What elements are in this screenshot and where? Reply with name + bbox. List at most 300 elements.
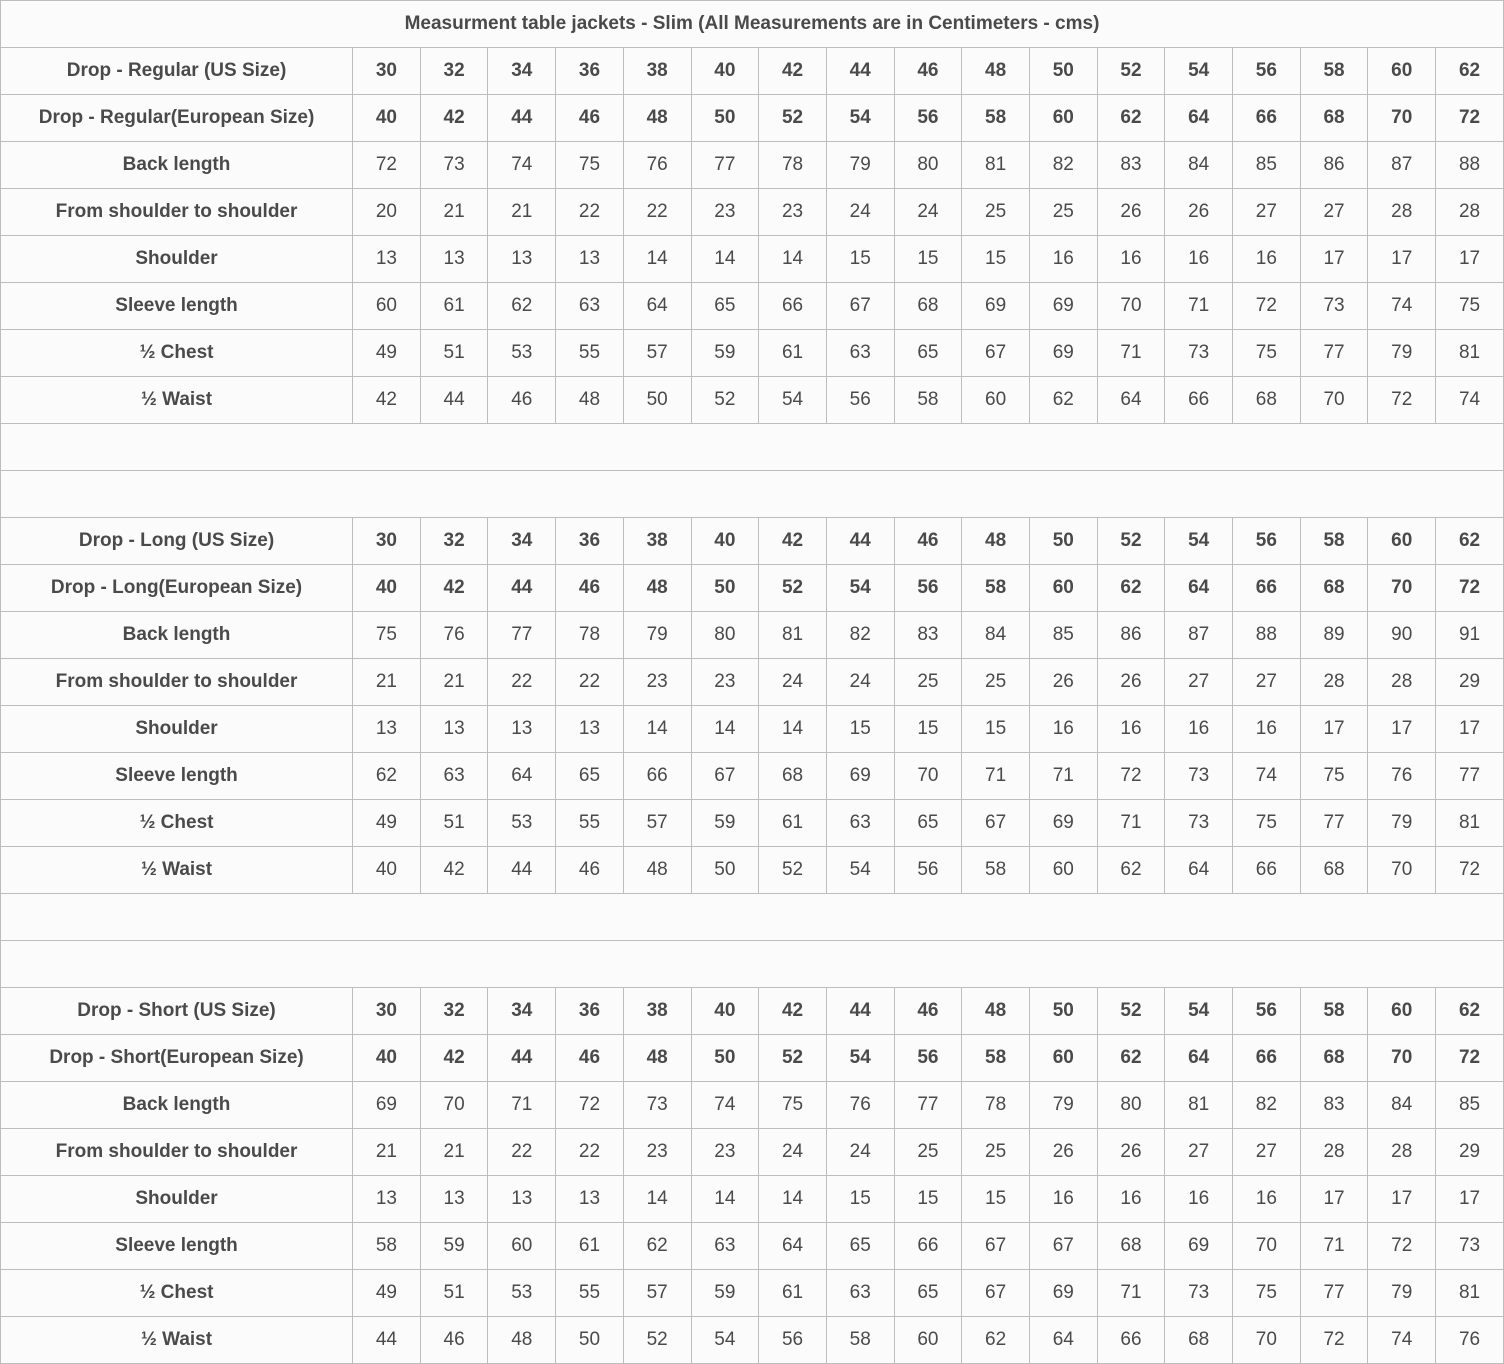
measurement-value: 79 (826, 142, 894, 189)
measurement-label: Sleeve length (1, 753, 353, 800)
measurement-value: 52 (691, 377, 759, 424)
size-header-cell: 70 (1368, 95, 1436, 142)
measurement-value: 71 (1029, 753, 1097, 800)
table-row (1, 1317, 1504, 1364)
measurement-value: 84 (962, 612, 1030, 659)
measurement-value: 17 (1300, 1176, 1368, 1223)
measurement-value: 63 (826, 1270, 894, 1317)
size-header-cell: 30 (353, 988, 421, 1035)
measurement-value: 69 (826, 753, 894, 800)
measurement-value: 85 (1029, 612, 1097, 659)
size-header-cell: 58 (1300, 988, 1368, 1035)
measurement-value: 14 (759, 236, 827, 283)
size-header-cell: 54 (826, 1035, 894, 1082)
measurement-value: 84 (1165, 142, 1233, 189)
measurement-value: 83 (1300, 1082, 1368, 1129)
measurement-value: 21 (420, 189, 488, 236)
measurement-value: 63 (556, 283, 624, 330)
measurement-value: 57 (623, 800, 691, 847)
measurement-value: 73 (623, 1082, 691, 1129)
measurement-value: 66 (623, 753, 691, 800)
measurement-value: 46 (488, 377, 556, 424)
size-header-cell: 58 (962, 95, 1030, 142)
measurement-value: 13 (420, 1176, 488, 1223)
measurement-value: 82 (826, 612, 894, 659)
size-header-cell: 60 (1029, 1035, 1097, 1082)
size-header-cell: 64 (1165, 95, 1233, 142)
measurement-value: 72 (1436, 847, 1504, 894)
table-row (1, 283, 1504, 330)
measurement-value: 13 (488, 1176, 556, 1223)
measurement-label: From shoulder to shoulder (1, 189, 353, 236)
measurement-value: 22 (488, 1129, 556, 1176)
size-header-cell: 30 (353, 518, 421, 565)
measurement-value: 67 (826, 283, 894, 330)
measurement-value: 17 (1436, 706, 1504, 753)
measurement-value: 17 (1300, 706, 1368, 753)
table-row (1, 1270, 1504, 1317)
measurement-value: 61 (420, 283, 488, 330)
measurement-value: 50 (623, 377, 691, 424)
measurement-value: 67 (691, 753, 759, 800)
section-spacer (1, 894, 1504, 941)
measurement-value: 14 (623, 706, 691, 753)
measurement-value: 70 (1097, 283, 1165, 330)
measurement-value: 62 (962, 1317, 1030, 1364)
size-header-cell: 60 (1368, 988, 1436, 1035)
measurement-value: 73 (1165, 1270, 1233, 1317)
measurement-value: 76 (420, 612, 488, 659)
measurement-value: 14 (691, 1176, 759, 1223)
measurement-value: 53 (488, 1270, 556, 1317)
size-header-cell: 50 (1029, 48, 1097, 95)
measurement-label: ½ Waist (1, 1317, 353, 1364)
size-header-cell: 54 (1165, 48, 1233, 95)
size-header-cell: 52 (759, 95, 827, 142)
measurement-label: Shoulder (1, 1176, 353, 1223)
measurement-value: 51 (420, 1270, 488, 1317)
measurement-value: 79 (623, 612, 691, 659)
measurement-value: 26 (1029, 1129, 1097, 1176)
measurement-value: 80 (1097, 1082, 1165, 1129)
size-header-cell: 62 (1436, 518, 1504, 565)
measurement-value: 44 (488, 847, 556, 894)
measurement-value: 24 (759, 1129, 827, 1176)
size-header-cell: 56 (894, 1035, 962, 1082)
measurement-value: 62 (1029, 377, 1097, 424)
measurement-value: 15 (826, 236, 894, 283)
measurement-value: 85 (1436, 1082, 1504, 1129)
size-header-cell: 42 (759, 48, 827, 95)
measurement-value: 15 (962, 706, 1030, 753)
measurement-value: 55 (556, 800, 624, 847)
size-header-cell: 60 (1368, 518, 1436, 565)
measurement-value: 77 (1300, 800, 1368, 847)
measurement-label: ½ Chest (1, 330, 353, 377)
measurement-value: 27 (1300, 189, 1368, 236)
measurement-value: 15 (894, 1176, 962, 1223)
measurement-value: 15 (894, 706, 962, 753)
size-header-cell: 44 (826, 988, 894, 1035)
table-row (1, 236, 1504, 283)
measurement-value: 14 (623, 236, 691, 283)
measurement-value: 77 (488, 612, 556, 659)
measurement-value: 63 (691, 1223, 759, 1270)
size-header-cell: 60 (1029, 95, 1097, 142)
measurement-value: 17 (1368, 706, 1436, 753)
measurement-value: 67 (962, 1223, 1030, 1270)
measurement-value: 25 (894, 1129, 962, 1176)
measurement-value: 16 (1029, 706, 1097, 753)
measurement-value: 60 (962, 377, 1030, 424)
measurement-value: 66 (1165, 377, 1233, 424)
measurement-value: 66 (759, 283, 827, 330)
measurement-value: 75 (1233, 1270, 1301, 1317)
measurement-value: 23 (759, 189, 827, 236)
measurement-value: 65 (894, 1270, 962, 1317)
measurement-value: 88 (1233, 612, 1301, 659)
measurement-value: 26 (1097, 189, 1165, 236)
measurement-value: 61 (759, 330, 827, 377)
measurement-value: 60 (353, 283, 421, 330)
size-header-cell: 40 (691, 48, 759, 95)
measurement-value: 81 (759, 612, 827, 659)
measurement-value: 72 (1233, 283, 1301, 330)
size-header-cell: 48 (623, 95, 691, 142)
measurement-value: 65 (894, 330, 962, 377)
measurement-value: 23 (623, 659, 691, 706)
measurement-value: 16 (1029, 1176, 1097, 1223)
measurement-value: 27 (1165, 659, 1233, 706)
measurement-value: 80 (894, 142, 962, 189)
measurement-value: 76 (826, 1082, 894, 1129)
measurement-value: 83 (894, 612, 962, 659)
measurement-value: 73 (1165, 753, 1233, 800)
table-row (1, 753, 1504, 800)
measurement-value: 75 (1300, 753, 1368, 800)
size-header-cell: 48 (962, 988, 1030, 1035)
measurement-value: 69 (1029, 800, 1097, 847)
size-header-cell: 72 (1436, 95, 1504, 142)
spacer-cell-blank (1, 941, 1504, 988)
measurement-value: 69 (962, 283, 1030, 330)
measurement-value: 51 (420, 330, 488, 377)
table-body (1, 1, 1504, 1364)
measurement-value: 63 (420, 753, 488, 800)
size-header-label-eu: Drop - Regular(European Size) (1, 95, 353, 142)
measurement-label: Sleeve length (1, 1223, 353, 1270)
size-header-cell: 52 (759, 565, 827, 612)
size-header-cell: 44 (826, 48, 894, 95)
measurement-value: 87 (1368, 142, 1436, 189)
measurement-value: 68 (894, 283, 962, 330)
measurement-label: Shoulder (1, 706, 353, 753)
measurement-value: 28 (1368, 1129, 1436, 1176)
measurement-value: 56 (894, 847, 962, 894)
measurement-value: 29 (1436, 1129, 1504, 1176)
measurement-value: 16 (1097, 706, 1165, 753)
measurement-value: 44 (353, 1317, 421, 1364)
size-header-cell: 48 (962, 48, 1030, 95)
measurement-value: 64 (623, 283, 691, 330)
measurement-value: 65 (691, 283, 759, 330)
measurement-value: 49 (353, 330, 421, 377)
measurement-value: 91 (1436, 612, 1504, 659)
measurement-value: 13 (420, 706, 488, 753)
measurement-value: 64 (1165, 847, 1233, 894)
measurement-value: 20 (353, 189, 421, 236)
measurement-value: 16 (1165, 1176, 1233, 1223)
measurement-value: 26 (1165, 189, 1233, 236)
measurement-value: 24 (826, 659, 894, 706)
size-header-cell: 58 (1300, 48, 1368, 95)
measurement-value: 25 (1029, 189, 1097, 236)
table-row (1, 189, 1504, 236)
size-header-cell: 46 (894, 518, 962, 565)
size-header-cell: 52 (1097, 518, 1165, 565)
measurement-value: 61 (759, 800, 827, 847)
measurement-value: 61 (556, 1223, 624, 1270)
size-header-cell: 68 (1300, 95, 1368, 142)
measurement-value: 56 (759, 1317, 827, 1364)
measurement-value: 27 (1233, 189, 1301, 236)
measurement-value: 70 (1368, 847, 1436, 894)
measurement-value: 74 (1368, 283, 1436, 330)
size-header-cell: 42 (759, 518, 827, 565)
measurement-value: 79 (1029, 1082, 1097, 1129)
size-header-cell: 30 (353, 48, 421, 95)
size-header-cell: 46 (556, 565, 624, 612)
size-header-cell: 54 (826, 565, 894, 612)
measurement-value: 28 (1368, 659, 1436, 706)
measurement-value: 16 (1097, 236, 1165, 283)
measurement-value: 24 (826, 1129, 894, 1176)
measurement-value: 73 (1300, 283, 1368, 330)
measurement-value: 73 (420, 142, 488, 189)
measurement-value: 56 (826, 377, 894, 424)
measurement-value: 72 (556, 1082, 624, 1129)
measurement-value: 85 (1233, 142, 1301, 189)
measurement-value: 21 (353, 659, 421, 706)
size-header-label-eu: Drop - Short(European Size) (1, 1035, 353, 1082)
measurement-value: 53 (488, 330, 556, 377)
size-header-cell: 58 (962, 1035, 1030, 1082)
size-header-cell: 62 (1097, 565, 1165, 612)
measurement-value: 48 (556, 377, 624, 424)
size-header-cell: 44 (488, 1035, 556, 1082)
measurement-value: 28 (1300, 1129, 1368, 1176)
measurement-value: 71 (1300, 1223, 1368, 1270)
measurement-value: 13 (488, 706, 556, 753)
measurement-value: 23 (691, 659, 759, 706)
measurement-label: ½ Chest (1, 800, 353, 847)
measurement-value: 75 (1436, 283, 1504, 330)
measurement-value: 81 (1436, 330, 1504, 377)
size-header-cell: 60 (1368, 48, 1436, 95)
size-header-cell: 70 (1368, 1035, 1436, 1082)
size-header-cell: 36 (556, 518, 624, 565)
measurement-value: 23 (623, 1129, 691, 1176)
size-header-row-eu (1, 95, 1504, 142)
table-row (1, 377, 1504, 424)
measurement-value: 16 (1165, 236, 1233, 283)
table-row (1, 1129, 1504, 1176)
size-header-cell: 66 (1233, 95, 1301, 142)
measurement-value: 66 (1097, 1317, 1165, 1364)
measurement-value: 16 (1233, 236, 1301, 283)
measurement-value: 67 (962, 330, 1030, 377)
measurement-value: 66 (1233, 847, 1301, 894)
size-header-cell: 40 (353, 1035, 421, 1082)
measurement-value: 52 (759, 847, 827, 894)
size-header-cell: 52 (1097, 48, 1165, 95)
measurement-value: 14 (691, 236, 759, 283)
size-header-cell: 34 (488, 48, 556, 95)
size-header-cell: 58 (1300, 518, 1368, 565)
measurement-value: 60 (1029, 847, 1097, 894)
measurement-value: 64 (1029, 1317, 1097, 1364)
measurement-value: 71 (488, 1082, 556, 1129)
measurement-value: 65 (826, 1223, 894, 1270)
measurement-value: 86 (1300, 142, 1368, 189)
measurement-value: 88 (1436, 142, 1504, 189)
measurement-value: 76 (1436, 1317, 1504, 1364)
measurement-value: 14 (759, 706, 827, 753)
measurement-value: 17 (1436, 1176, 1504, 1223)
measurement-value: 13 (420, 236, 488, 283)
measurement-value: 15 (894, 236, 962, 283)
measurement-value: 59 (691, 1270, 759, 1317)
measurement-value: 74 (1368, 1317, 1436, 1364)
measurement-value: 68 (759, 753, 827, 800)
measurement-value: 81 (1165, 1082, 1233, 1129)
measurement-value: 15 (826, 1176, 894, 1223)
table-row (1, 142, 1504, 189)
size-header-cell: 66 (1233, 565, 1301, 612)
spacer-cell (1, 424, 1504, 471)
measurement-value: 70 (1233, 1317, 1301, 1364)
measurement-value: 71 (1097, 1270, 1165, 1317)
measurement-value: 78 (759, 142, 827, 189)
measurement-value: 16 (1233, 706, 1301, 753)
measurement-value: 13 (353, 236, 421, 283)
measurement-value: 67 (962, 1270, 1030, 1317)
size-header-cell: 56 (1233, 518, 1301, 565)
measurement-value: 71 (1097, 800, 1165, 847)
measurement-value: 50 (556, 1317, 624, 1364)
measurement-value: 79 (1368, 330, 1436, 377)
measurement-value: 89 (1300, 612, 1368, 659)
size-header-cell: 66 (1233, 1035, 1301, 1082)
measurement-value: 13 (556, 236, 624, 283)
measurement-value: 69 (1029, 330, 1097, 377)
measurement-value: 16 (1097, 1176, 1165, 1223)
size-header-cell: 34 (488, 518, 556, 565)
size-header-cell: 48 (623, 1035, 691, 1082)
table-row (1, 1176, 1504, 1223)
measurement-value: 46 (420, 1317, 488, 1364)
measurement-value: 70 (1300, 377, 1368, 424)
measurement-value: 21 (420, 1129, 488, 1176)
size-header-cell: 62 (1097, 1035, 1165, 1082)
size-header-cell: 44 (488, 95, 556, 142)
size-header-cell: 32 (420, 518, 488, 565)
measurement-value: 25 (962, 1129, 1030, 1176)
size-header-cell: 72 (1436, 565, 1504, 612)
measurement-value: 54 (691, 1317, 759, 1364)
size-header-cell: 62 (1436, 988, 1504, 1035)
measurement-value: 55 (556, 1270, 624, 1317)
measurement-value: 22 (556, 659, 624, 706)
measurement-value: 62 (1097, 847, 1165, 894)
measurement-value: 21 (488, 189, 556, 236)
measurement-value: 77 (1300, 1270, 1368, 1317)
measurement-value: 81 (962, 142, 1030, 189)
measurement-value: 13 (353, 706, 421, 753)
size-header-cell: 56 (1233, 48, 1301, 95)
measurement-value: 71 (1097, 330, 1165, 377)
table-row (1, 706, 1504, 753)
size-header-cell: 54 (1165, 988, 1233, 1035)
measurement-value: 26 (1097, 1129, 1165, 1176)
size-header-cell: 68 (1300, 1035, 1368, 1082)
measurement-value: 82 (1029, 142, 1097, 189)
measurement-value: 76 (623, 142, 691, 189)
measurement-value: 25 (962, 659, 1030, 706)
size-header-cell: 50 (1029, 988, 1097, 1035)
measurement-value: 72 (1368, 377, 1436, 424)
measurement-value: 27 (1165, 1129, 1233, 1176)
title-row (1, 1, 1504, 48)
measurement-value: 58 (894, 377, 962, 424)
measurement-value: 62 (488, 283, 556, 330)
measurement-label: Back length (1, 142, 353, 189)
size-header-cell: 42 (759, 988, 827, 1035)
measurement-value: 67 (962, 800, 1030, 847)
size-header-cell: 50 (1029, 518, 1097, 565)
size-header-cell: 50 (691, 95, 759, 142)
measurement-value: 69 (1165, 1223, 1233, 1270)
size-header-cell: 38 (623, 518, 691, 565)
measurement-value: 72 (1368, 1223, 1436, 1270)
size-header-cell: 42 (420, 565, 488, 612)
size-header-cell: 50 (691, 565, 759, 612)
measurement-value: 69 (1029, 1270, 1097, 1317)
spacer-cell-blank (1, 471, 1504, 518)
measurement-value: 24 (894, 189, 962, 236)
measurement-value: 77 (1436, 753, 1504, 800)
size-header-cell: 56 (1233, 988, 1301, 1035)
size-header-cell: 72 (1436, 1035, 1504, 1082)
size-header-cell: 64 (1165, 565, 1233, 612)
measurement-value: 75 (1233, 800, 1301, 847)
measurement-value: 40 (353, 847, 421, 894)
measurement-value: 14 (691, 706, 759, 753)
measurement-value: 27 (1233, 1129, 1301, 1176)
measurement-value: 51 (420, 800, 488, 847)
table-row (1, 847, 1504, 894)
section-spacer-blank (1, 941, 1504, 988)
measurement-value: 76 (1368, 753, 1436, 800)
measurement-value: 86 (1097, 612, 1165, 659)
measurement-value: 21 (353, 1129, 421, 1176)
size-header-cell: 42 (420, 1035, 488, 1082)
measurement-value: 16 (1029, 236, 1097, 283)
table-row (1, 800, 1504, 847)
measurement-value: 75 (759, 1082, 827, 1129)
measurement-value: 22 (556, 1129, 624, 1176)
measurement-value: 48 (488, 1317, 556, 1364)
